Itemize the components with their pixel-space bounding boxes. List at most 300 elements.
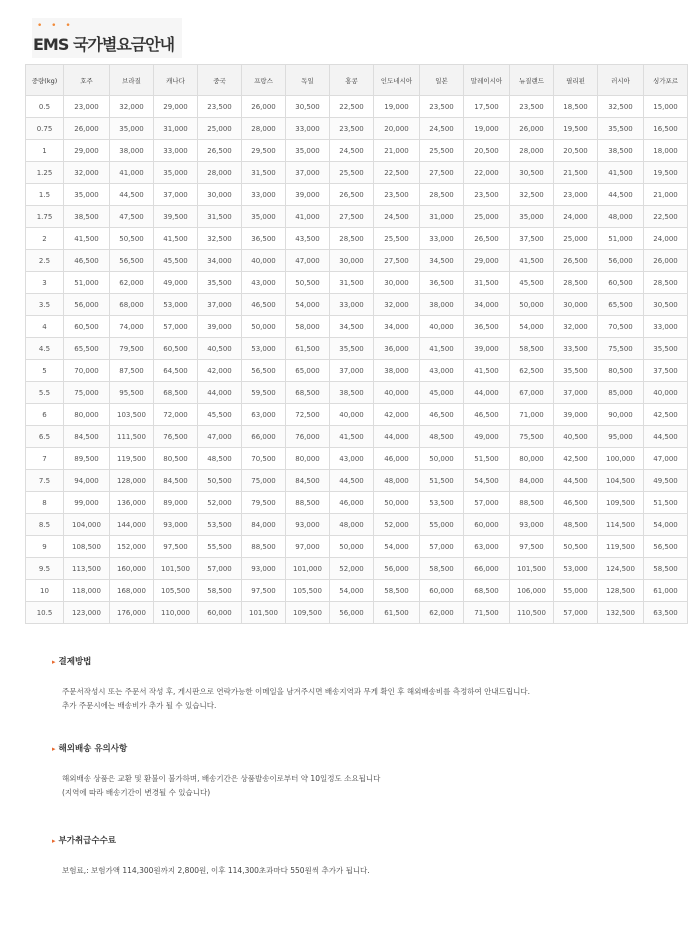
rate-cell: 28,500 (644, 272, 688, 294)
rate-cell: 30,000 (330, 250, 374, 272)
payment-method-section (52, 655, 530, 713)
rate-cell: 101,500 (242, 602, 286, 624)
rate-cell: 23,500 (510, 96, 554, 118)
rate-cell: 25,000 (464, 206, 510, 228)
rate-cell: 27,500 (330, 206, 374, 228)
rate-cell: 21,500 (554, 162, 598, 184)
rate-cell: 19,000 (464, 118, 510, 140)
rate-cell: 56,500 (110, 250, 154, 272)
rate-cell: 54,000 (374, 536, 420, 558)
rate-cell: 128,500 (598, 580, 644, 602)
rate-cell: 51,500 (420, 470, 464, 492)
column-header: 필리핀 (554, 65, 598, 96)
rate-cell: 37,000 (286, 162, 330, 184)
rate-cell: 50,500 (198, 470, 242, 492)
rate-cell: 17,500 (464, 96, 510, 118)
weight-cell: 2.5 (26, 250, 64, 272)
table-row (26, 250, 688, 272)
rate-cell: 106,000 (510, 580, 554, 602)
table-row (26, 360, 688, 382)
section-text: 주문서작성시 또는 주문서 작성 후, 게시판으로 연락가능한 이메일을 남겨주시면 배송지역과 무게 확인 후 해외배송비를 측정하여 안내드립니다. (62, 687, 530, 696)
rate-cell: 41,000 (286, 206, 330, 228)
rate-cell: 46,500 (242, 294, 286, 316)
rate-cell: 71,000 (510, 404, 554, 426)
rate-cell: 80,000 (64, 404, 110, 426)
rate-cell: 24,500 (420, 118, 464, 140)
rate-cell: 52,000 (330, 558, 374, 580)
rate-cell: 41,000 (110, 162, 154, 184)
rate-cell: 38,000 (374, 360, 420, 382)
rate-cell: 19,500 (644, 162, 688, 184)
rate-cell: 93,000 (286, 514, 330, 536)
rate-cell: 118,000 (64, 580, 110, 602)
rate-cell: 50,000 (330, 536, 374, 558)
rate-cell: 50,000 (242, 316, 286, 338)
rate-cell: 35,500 (598, 118, 644, 140)
rate-cell: 95,500 (110, 382, 154, 404)
column-header: 말레이시아 (464, 65, 510, 96)
rate-cell: 44,500 (110, 184, 154, 206)
rate-cell: 25,500 (374, 228, 420, 250)
rate-cell: 23,500 (330, 118, 374, 140)
rate-cell: 87,500 (110, 360, 154, 382)
rate-cell: 42,500 (644, 404, 688, 426)
rate-cell: 20,500 (464, 140, 510, 162)
rate-cell: 27,500 (420, 162, 464, 184)
rate-cell: 72,500 (286, 404, 330, 426)
rate-cell: 53,500 (420, 492, 464, 514)
rate-cell: 65,500 (598, 294, 644, 316)
table-row (26, 206, 688, 228)
table-row (26, 96, 688, 118)
rate-cell: 144,000 (110, 514, 154, 536)
rate-cell: 109,500 (286, 602, 330, 624)
rate-cell: 39,000 (554, 404, 598, 426)
rate-cell: 32,000 (554, 316, 598, 338)
weight-cell: 8.5 (26, 514, 64, 536)
rate-cell: 57,000 (464, 492, 510, 514)
rate-cell: 36,500 (420, 272, 464, 294)
rate-cell: 64,500 (154, 360, 198, 382)
weight-cell: 1.25 (26, 162, 64, 184)
rate-cell: 57,000 (154, 316, 198, 338)
bullet-arrow-icon: ▸ (52, 658, 56, 666)
rate-cell: 58,500 (420, 558, 464, 580)
rate-cell: 44,500 (644, 426, 688, 448)
rate-cell: 42,000 (198, 360, 242, 382)
rate-cell: 80,500 (154, 448, 198, 470)
rate-cell: 34,500 (330, 316, 374, 338)
rate-cell: 132,500 (598, 602, 644, 624)
table-row (26, 140, 688, 162)
rate-cell: 33,500 (554, 338, 598, 360)
table-row (26, 338, 688, 360)
rate-cell: 48,000 (330, 514, 374, 536)
column-header: 인도네시아 (374, 65, 420, 96)
rate-cell: 44,000 (374, 426, 420, 448)
rate-cell: 90,000 (598, 404, 644, 426)
rate-cell: 25,000 (554, 228, 598, 250)
rate-cell: 75,000 (64, 382, 110, 404)
rate-cell: 37,000 (154, 184, 198, 206)
rate-cell: 26,000 (242, 96, 286, 118)
rate-cell: 41,500 (598, 162, 644, 184)
rate-cell: 33,000 (154, 140, 198, 162)
rate-cell: 32,500 (198, 228, 242, 250)
rate-table (25, 64, 688, 624)
weight-cell: 0.75 (26, 118, 64, 140)
rate-cell: 32,000 (110, 96, 154, 118)
rate-cell: 52,000 (374, 514, 420, 536)
rate-cell: 113,500 (64, 558, 110, 580)
rate-cell: 36,500 (464, 316, 510, 338)
rate-cell: 31,500 (242, 162, 286, 184)
bullet-arrow-icon: ▸ (52, 745, 56, 753)
rate-cell: 89,500 (64, 448, 110, 470)
rate-cell: 80,500 (598, 360, 644, 382)
rate-cell: 95,000 (598, 426, 644, 448)
rate-cell: 35,000 (286, 140, 330, 162)
rate-cell: 34,500 (420, 250, 464, 272)
rate-cell: 68,000 (110, 294, 154, 316)
rate-cell: 63,000 (464, 536, 510, 558)
rate-cell: 60,500 (154, 338, 198, 360)
rate-cell: 35,500 (198, 272, 242, 294)
rate-cell: 34,000 (198, 250, 242, 272)
rate-cell: 23,500 (464, 184, 510, 206)
rate-cell: 70,500 (242, 448, 286, 470)
rate-cell: 63,000 (242, 404, 286, 426)
section-heading-label: 부가취급수수료 (58, 836, 116, 846)
column-header: 러시아 (598, 65, 644, 96)
section-heading (52, 834, 370, 846)
rate-cell: 71,500 (464, 602, 510, 624)
rate-cell: 26,000 (510, 118, 554, 140)
rate-cell: 48,000 (374, 470, 420, 492)
column-header: 호주 (64, 65, 110, 96)
rate-cell: 49,500 (644, 470, 688, 492)
weight-cell: 7.5 (26, 470, 64, 492)
rate-cell: 70,000 (64, 360, 110, 382)
section-heading (52, 742, 380, 754)
rate-cell: 46,500 (420, 404, 464, 426)
rate-cell: 51,500 (644, 492, 688, 514)
rate-cell: 56,000 (330, 602, 374, 624)
rate-cell: 56,500 (242, 360, 286, 382)
rate-cell: 123,000 (64, 602, 110, 624)
rate-cell: 42,000 (374, 404, 420, 426)
rate-cell: 34,000 (374, 316, 420, 338)
rate-cell: 45,500 (154, 250, 198, 272)
page-title: EMS 국가별요금안내 (33, 35, 175, 54)
rate-cell: 105,500 (154, 580, 198, 602)
rate-cell: 94,000 (64, 470, 110, 492)
rate-cell: 26,500 (554, 250, 598, 272)
rate-cell: 24,000 (554, 206, 598, 228)
rate-cell: 39,000 (198, 316, 242, 338)
rate-cell: 26,000 (644, 250, 688, 272)
rate-cell: 41,500 (510, 250, 554, 272)
rate-cell: 24,500 (330, 140, 374, 162)
rate-cell: 40,000 (242, 250, 286, 272)
rate-cell: 89,000 (154, 492, 198, 514)
column-header: 캐나다 (154, 65, 198, 96)
rate-cell: 26,500 (464, 228, 510, 250)
rate-cell: 93,000 (510, 514, 554, 536)
rate-cell: 46,000 (330, 492, 374, 514)
rate-cell: 46,000 (374, 448, 420, 470)
column-header: 중국 (198, 65, 242, 96)
rate-cell: 45,500 (510, 272, 554, 294)
rate-cell: 32,000 (374, 294, 420, 316)
rate-cell: 43,000 (420, 360, 464, 382)
rate-cell: 28,000 (510, 140, 554, 162)
rate-cell: 38,500 (598, 140, 644, 162)
rate-cell: 48,500 (420, 426, 464, 448)
rate-cell: 32,500 (510, 184, 554, 206)
rate-cell: 55,000 (420, 514, 464, 536)
rate-cell: 20,000 (374, 118, 420, 140)
rate-cell: 104,500 (598, 470, 644, 492)
rate-cell: 30,500 (286, 96, 330, 118)
rate-cell: 101,000 (286, 558, 330, 580)
table-row (26, 228, 688, 250)
rate-cell: 39,500 (154, 206, 198, 228)
rate-cell: 61,000 (644, 580, 688, 602)
rate-cell: 168,000 (110, 580, 154, 602)
rate-cell: 28,000 (198, 162, 242, 184)
rate-cell: 42,500 (554, 448, 598, 470)
rate-cell: 50,000 (420, 448, 464, 470)
rate-cell: 37,500 (644, 360, 688, 382)
weight-cell: 1.5 (26, 184, 64, 206)
rate-cell: 22,000 (464, 162, 510, 184)
rate-cell: 15,000 (644, 96, 688, 118)
rate-cell: 103,500 (110, 404, 154, 426)
rate-cell: 29,000 (64, 140, 110, 162)
weight-cell: 2 (26, 228, 64, 250)
rate-cell: 35,000 (242, 206, 286, 228)
rate-cell: 26,500 (198, 140, 242, 162)
rate-cell: 33,000 (286, 118, 330, 140)
rate-cell: 33,000 (644, 316, 688, 338)
rate-cell: 47,500 (110, 206, 154, 228)
rate-cell: 18,500 (554, 96, 598, 118)
rate-cell: 62,500 (510, 360, 554, 382)
rate-cell: 55,500 (198, 536, 242, 558)
rate-cell: 60,000 (420, 580, 464, 602)
rate-cell: 53,000 (242, 338, 286, 360)
table-row (26, 294, 688, 316)
rate-cell: 30,500 (644, 294, 688, 316)
rate-cell: 25,000 (198, 118, 242, 140)
additional-fee-section (52, 834, 370, 878)
rate-cell: 55,000 (554, 580, 598, 602)
rate-cell: 22,500 (330, 96, 374, 118)
rate-cell: 110,500 (510, 602, 554, 624)
rate-cell: 35,000 (110, 118, 154, 140)
rate-cell: 65,000 (286, 360, 330, 382)
section-heading-label: 결제방법 (58, 657, 92, 667)
rate-cell: 41,500 (154, 228, 198, 250)
rate-cell: 44,000 (464, 382, 510, 404)
rate-cell: 84,500 (154, 470, 198, 492)
rate-cell: 32,500 (598, 96, 644, 118)
rate-cell: 19,500 (554, 118, 598, 140)
rate-cell: 28,500 (554, 272, 598, 294)
weight-cell: 3 (26, 272, 64, 294)
rate-cell: 61,500 (286, 338, 330, 360)
rate-cell: 24,500 (374, 206, 420, 228)
weight-cell: 7 (26, 448, 64, 470)
rate-cell: 51,000 (64, 272, 110, 294)
rate-cell: 23,500 (420, 96, 464, 118)
rate-cell: 53,500 (198, 514, 242, 536)
rate-cell: 39,000 (286, 184, 330, 206)
rate-cell: 104,000 (64, 514, 110, 536)
rate-cell: 60,000 (198, 602, 242, 624)
rate-cell: 31,000 (420, 206, 464, 228)
table-row (26, 118, 688, 140)
rate-cell: 28,500 (330, 228, 374, 250)
rate-cell: 33,000 (242, 184, 286, 206)
rate-cell: 34,000 (464, 294, 510, 316)
table-row (26, 514, 688, 536)
column-header: 프랑스 (242, 65, 286, 96)
rate-cell: 119,500 (110, 448, 154, 470)
rate-cell: 30,000 (554, 294, 598, 316)
table-row (26, 162, 688, 184)
column-header: 중량(kg) (26, 65, 64, 96)
rate-cell: 40,500 (198, 338, 242, 360)
rate-cell: 99,000 (64, 492, 110, 514)
rate-cell: 80,000 (286, 448, 330, 470)
column-header: 뉴질랜드 (510, 65, 554, 96)
table-row (26, 492, 688, 514)
weight-cell: 3.5 (26, 294, 64, 316)
rate-cell: 22,500 (644, 206, 688, 228)
rate-cell: 33,000 (330, 294, 374, 316)
rate-cell: 100,000 (598, 448, 644, 470)
section-heading-label: 해외배송 유의사항 (58, 744, 128, 754)
rate-cell: 35,500 (554, 360, 598, 382)
rate-cell: 40,000 (374, 382, 420, 404)
rate-cell: 26,500 (330, 184, 374, 206)
rate-cell: 40,000 (644, 382, 688, 404)
rate-cell: 41,500 (64, 228, 110, 250)
rate-cell: 45,000 (420, 382, 464, 404)
weight-cell: 1 (26, 140, 64, 162)
rate-cell: 101,500 (154, 558, 198, 580)
rate-cell: 35,500 (330, 338, 374, 360)
rate-cell: 29,000 (154, 96, 198, 118)
rate-cell: 67,000 (510, 382, 554, 404)
rate-cell: 28,500 (420, 184, 464, 206)
rate-cell: 53,000 (154, 294, 198, 316)
column-header: 브라질 (110, 65, 154, 96)
rate-cell: 37,000 (198, 294, 242, 316)
rate-cell: 21,000 (374, 140, 420, 162)
table-row (26, 448, 688, 470)
rate-cell: 93,000 (242, 558, 286, 580)
table-row (26, 184, 688, 206)
rate-cell: 35,000 (64, 184, 110, 206)
rate-cell: 43,500 (286, 228, 330, 250)
rate-cell: 59,500 (242, 382, 286, 404)
rate-cell: 31,000 (154, 118, 198, 140)
rate-cell: 29,500 (242, 140, 286, 162)
rate-cell: 18,000 (644, 140, 688, 162)
rate-cell: 44,500 (598, 184, 644, 206)
rate-cell: 75,500 (598, 338, 644, 360)
section-text: (지역에 따라 배송기간이 변경될 수 있습니다) (62, 788, 211, 797)
table-row (26, 382, 688, 404)
rate-cell: 35,500 (644, 338, 688, 360)
rate-cell: 20,500 (554, 140, 598, 162)
title-dots-decoration: • • • (37, 21, 74, 31)
rate-cell: 62,000 (420, 602, 464, 624)
rate-cell: 23,500 (198, 96, 242, 118)
rate-cell: 88,500 (510, 492, 554, 514)
rate-cell: 56,000 (598, 250, 644, 272)
rate-cell: 105,500 (286, 580, 330, 602)
section-heading (52, 655, 530, 667)
rate-cell: 84,000 (510, 470, 554, 492)
rate-cell: 109,500 (598, 492, 644, 514)
table-row (26, 558, 688, 580)
rate-cell: 66,000 (464, 558, 510, 580)
rate-cell: 101,500 (510, 558, 554, 580)
rate-cell: 38,000 (110, 140, 154, 162)
rate-cell: 70,500 (598, 316, 644, 338)
rate-cell: 84,500 (64, 426, 110, 448)
rate-cell: 38,000 (420, 294, 464, 316)
rate-cell: 85,000 (598, 382, 644, 404)
rate-cell: 84,500 (286, 470, 330, 492)
weight-cell: 10.5 (26, 602, 64, 624)
weight-cell: 9 (26, 536, 64, 558)
rate-cell: 22,500 (374, 162, 420, 184)
rate-cell: 58,500 (510, 338, 554, 360)
rate-cell: 54,000 (286, 294, 330, 316)
table-row (26, 536, 688, 558)
rate-cell: 48,000 (598, 206, 644, 228)
rate-cell: 58,000 (286, 316, 330, 338)
rate-cell: 57,000 (554, 602, 598, 624)
rate-cell: 21,000 (644, 184, 688, 206)
rate-cell: 25,500 (330, 162, 374, 184)
rate-cell: 41,500 (420, 338, 464, 360)
table-row (26, 602, 688, 624)
rate-cell: 36,500 (242, 228, 286, 250)
rate-cell: 23,000 (554, 184, 598, 206)
rate-cell: 32,000 (64, 162, 110, 184)
rate-cell: 16,500 (644, 118, 688, 140)
rate-cell: 60,500 (598, 272, 644, 294)
weight-cell: 5 (26, 360, 64, 382)
rate-cell: 40,000 (420, 316, 464, 338)
weight-cell: 5.5 (26, 382, 64, 404)
rate-cell: 25,500 (420, 140, 464, 162)
rate-cell: 51,000 (598, 228, 644, 250)
rate-cell: 60,000 (464, 514, 510, 536)
rate-cell: 23,000 (64, 96, 110, 118)
rate-cell: 75,000 (242, 470, 286, 492)
rate-cell: 48,500 (554, 514, 598, 536)
section-text: 보험료,: 보험가액 114,300원까지 2,800원, 이후 114,300초과마다 550원씩 추가가 됩니다. (62, 866, 370, 875)
rate-cell: 19,000 (374, 96, 420, 118)
rate-cell: 58,500 (374, 580, 420, 602)
